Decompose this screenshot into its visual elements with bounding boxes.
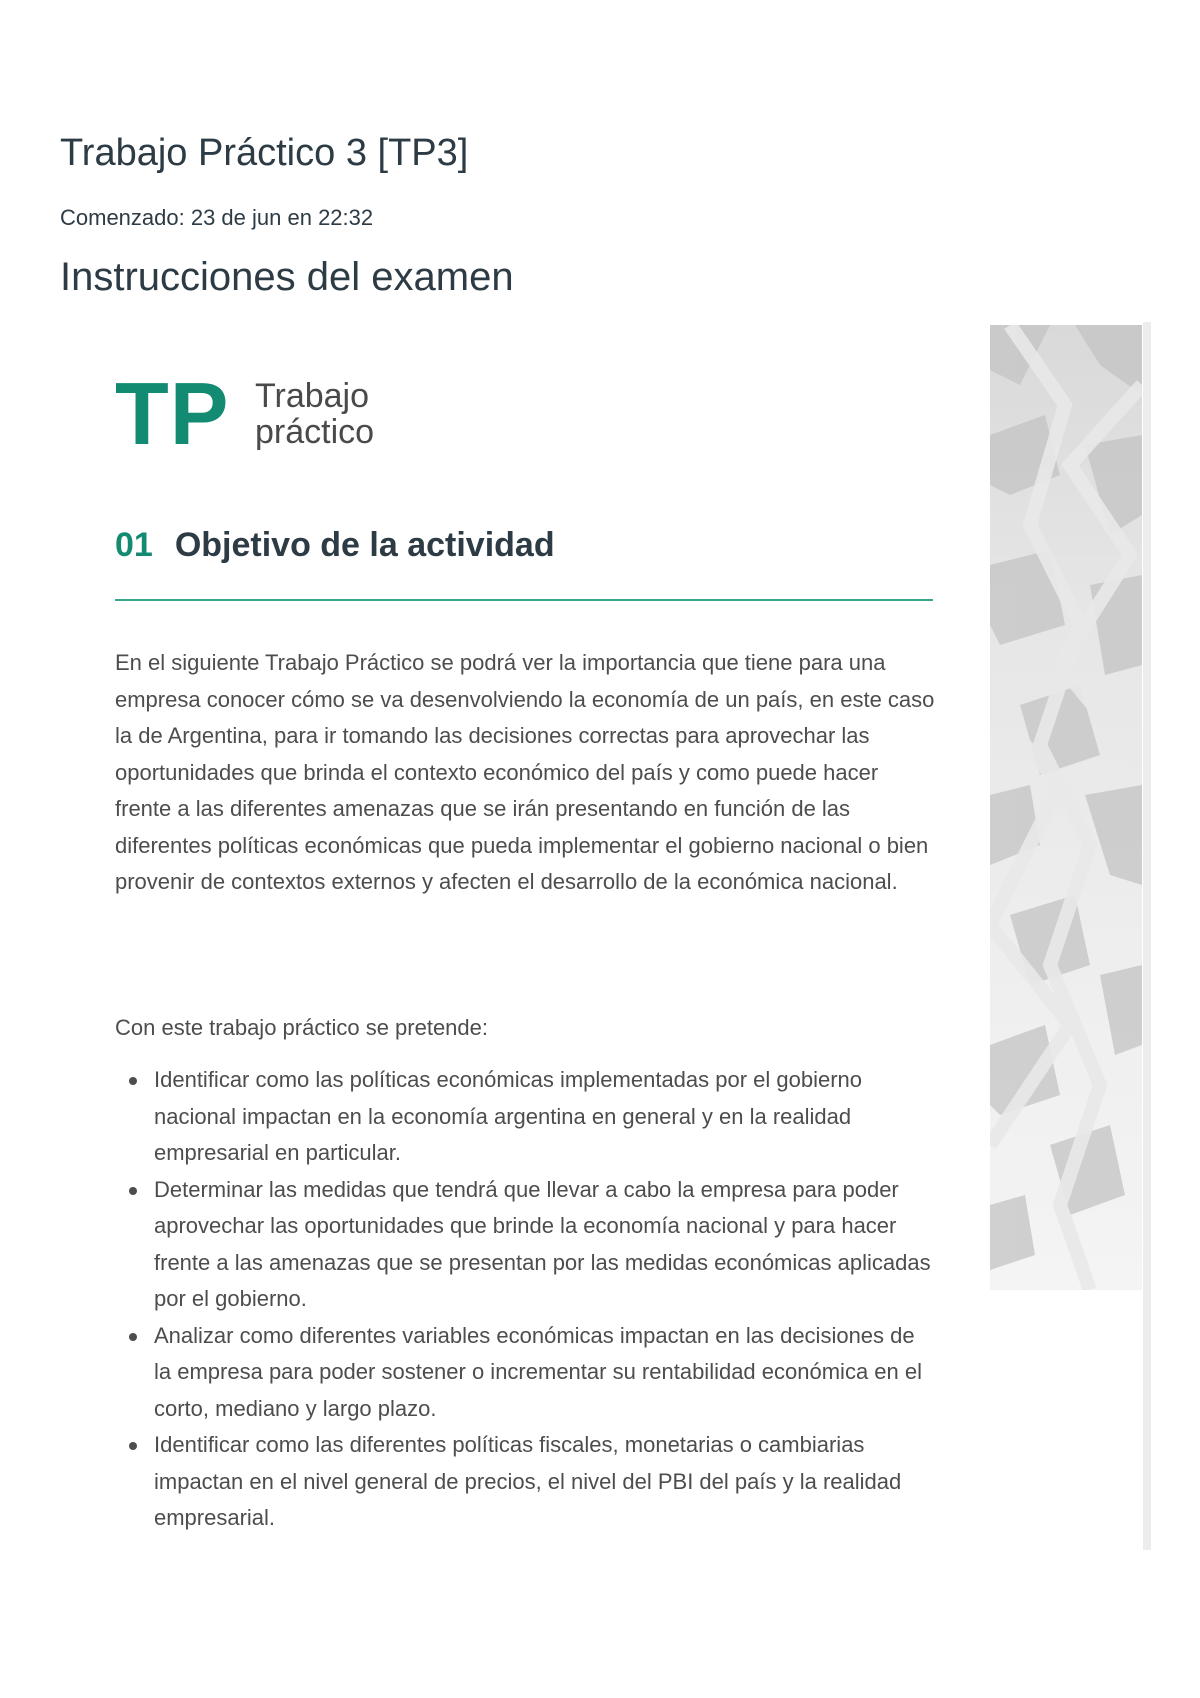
list-item: Determinar las medidas que tendrá que llevar a cabo la empresa para poder aprovechar las oportunidades que brinde la economía nacional y para hacer frente a las amenazas que se presentan por las medidas económicas aplicadas por el gobierno. (115, 1172, 935, 1318)
bullet-dot-icon (129, 1187, 137, 1195)
logo-mark: TP (115, 364, 230, 463)
page-title: Trabajo Práctico 3 [TP3] (60, 132, 469, 174)
list-item: Identificar como las políticas económicas implementadas por el gobierno nacional impactan en la economía argentina en general y en la realidad empresarial en particular. (115, 1062, 935, 1172)
objective-heading (115, 526, 555, 565)
section-divider (115, 599, 933, 601)
list-item: Identificar como las diferentes políticas fiscales, monetarias o cambiarias impactan en el nivel general de precios, el nivel del PBI del país y la realidad empresarial. (115, 1427, 935, 1537)
bullet-dot-icon (129, 1077, 137, 1085)
list-item: Analizar como diferentes variables económicas impactan en las decisiones de la empresa para poder sostener o incrementar su rentabilidad económica en el corto, mediano y largo plazo. (115, 1318, 935, 1428)
tp-logo (115, 364, 415, 463)
architecture-pattern-icon (990, 325, 1142, 1290)
decorative-side-image (990, 325, 1142, 1290)
bullet-dot-icon (129, 1442, 137, 1450)
scrollbar-track[interactable] (1143, 322, 1151, 1550)
objective-bullet-list (115, 1062, 935, 1537)
logo-text (255, 378, 374, 450)
objective-number: 01 (115, 526, 153, 564)
objective-paragraph: En el siguiente Trabajo Práctico se podrá ver la importancia que tiene para una empresa conocer cómo se va desenvolviendo la economía de un país, en este caso la de Argentina, para ir tomando las decisiones correctas para aprovechar las oportunidades que brinda el contexto económico del país y como puede hacer frente a las diferentes amenazas que se irán presentando en función de las diferentes políticas económicas que pueda implementar el gobierno nacional o bien provenir de contextos externos y afecten el desarrollo de la económica nacional. (115, 650, 935, 894)
logo-text-line1: Trabajo (255, 377, 370, 415)
bullet-dot-icon (129, 1333, 137, 1341)
started-timestamp: Comenzado: 23 de jun en 22:32 (60, 205, 374, 230)
section-title: Instrucciones del examen (60, 255, 514, 299)
logo-text-line2: práctico (255, 413, 375, 451)
bullets-intro: Con este trabajo práctico se pretende: (115, 1015, 489, 1040)
objective-title: Objetivo de la actividad (174, 526, 555, 564)
